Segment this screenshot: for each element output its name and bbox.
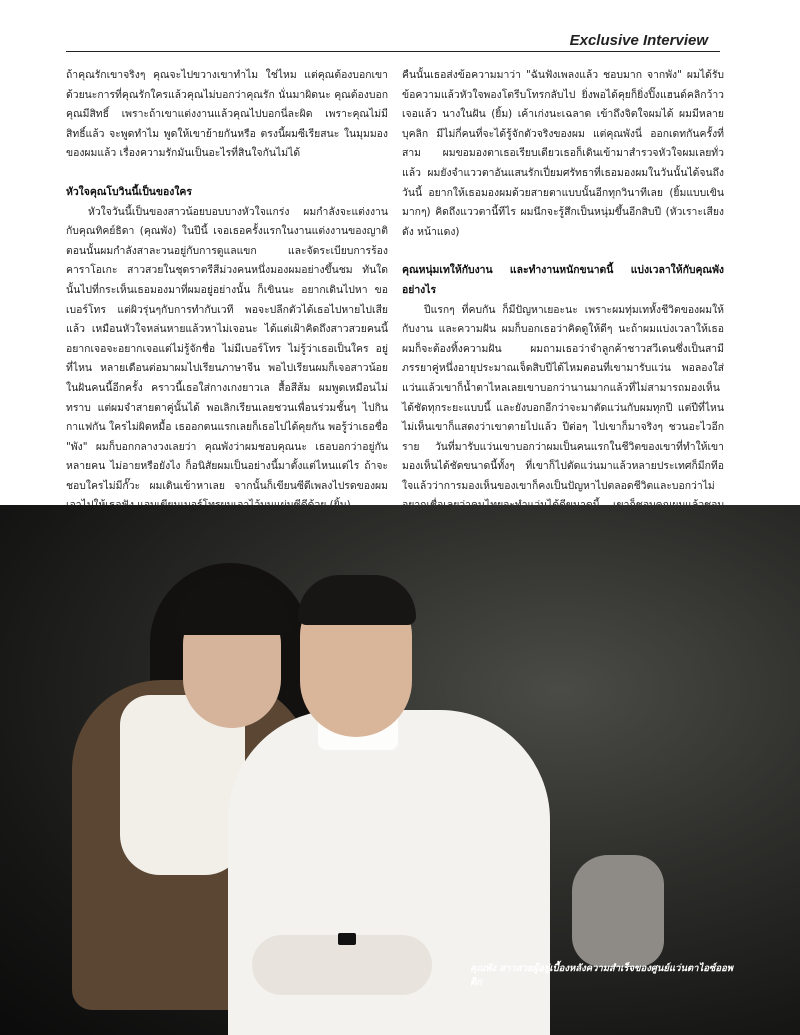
couple-photo [0,505,800,1035]
article-column-left [66,66,388,516]
paragraph: หัวใจวันนี้เป็นของสาวน้อยบอบบางหัวใจแกร่ง ผมกำลังจะแต่งงานกับคุณทิคย์ธิดา (คุณพัง) ในปีนี้ เจอเธอครั้งแรกในงานแต่งงานของญาติ ตอนนั้นผมกำลังสาละวนอยู่กับการดูแลแขก และจัดระเบียบการร้องคาราโอเกะ สาวสวยในชุดราตรีสีม่วงคนหนึ่งมองผมอย่างขึ้นชม ทันใดนั้นไปที่กระเห็นเธอมองมาที่ผมอยู่อย่างนั้น ก็เขินนะ อยากเดินไปหา ขอเบอร์โทร แต่ผิวรุ่นๆกับการทำกับเวที พอจะปลีกตัวได้เธอไปหายไปเสียแล้ว เหมือนหัวใจหล่นหายแล้วหาไม่เจอนะ ได้แต่เฝ้าคิดถึงสาวสวยคนนี้ อยากเจอจะอยากเจอแต่ไม่รู้จักชื่อ ไม่มีเบอร์โทร ไม่รู้ว่าเธอเป็นใคร อยู่ที่ไหน หลายเดือนต่อมาผมไปเรียนภาษาจีน พอไปเรียนผมก็เจอสาวน้อยในฝันคนนี้อีกครั้ง คราวนี้เธอใส่กางเกงยาวเล สื้อสีส้ม ผมพูดเหมือนไม่ทราบ แต่ผมจำสายตาคู่นั้นได้ พอเลิกเรียนเลยชวนเพื่อนร่วมชั้นๆ ไปกินกาแฟกัน ใครไม่ผิดหมื้อ เธออกตนแรกเลยก็เธอไปได้คุยกัน พอรู้ว่าเธอชื่อ "พัง" ผมก็บอกกลางวงเลยว่า คุณพังว่าผมชอบคุณนะ เธอบอกว่าอยู่กันหลายคน ไม่อายหรือยังไง ก็อนิสัยผมเป็นอย่างนี้มาตั้งแต่ไหนแต่ไร ถ้าจะชอบใครไม่มีกั๊วะ ผมเดินเข้าหาเลย จากนั้นก็เขียนซีดีเพลงไปรดของผม [66,205,388,492]
paragraph: คืนนั้นเธอส่งข้อความมาว่า "ฉันฟังเพลงแล้ว ชอบมาก จากพัง" ผมได้รับข้อความแล้วหัวใจพองโตรีบโทรกลับไป ยิ่งพอได้คุยก็ยิ่งปิ๊งแฮนด์คลิกว้าว เจอแล้ว นางในฝัน (ยิ้ม) เค้าเก่งนะเฉลาด เข้าถึงจิตใจผมได้ ผมมีหลายบุคลิก มีไม่กี่คนที่จะได้รู้จักตัวจริงของผม แต่คุณพังนี่ ออกเดทกันครั้งที่สาม ผมขอมองตาเธอเรียบเดียวเธอก็เดินเข้ามาสำรวจหัวใจผมเลยทั่วแล้ว ผมยังจำแววตาอันแสนรักเปี่ยมศรัทธาที่เธอมองผมในวันนั้นได้จนถึงวันนี้ อยากให้เธอมองผมด้วยสายตาแบบนั้นอีกทุกวินาทีเลย (ยิ้มแบบเขินมากๆ) คิดถึงแววตานี้ทีไร ผมนึกจะรู้สึกเป็นหนุ่มขึ้นอีกสิบปี (หัวเราะเสียงดัง หน้าแดง) [402,69,724,238]
watch [338,933,356,945]
article-column-right [402,66,724,536]
cushion [572,855,664,967]
question-heading: หัวใจคุณโบวินนี้เป็นของใคร [66,185,192,198]
section-title: Exclusive Interview [569,32,708,49]
photo-caption: คุณพัง สาวสวยผู้อยู่เบื้องหลังความสำเร็จของศูนย์แว่นตาไอซ์ออพติก [470,963,734,988]
header-divider [66,51,720,52]
question-heading: คุณหนุ่มเทให้กับงาน และทำงานหนักขนาดนี้ แบ่งเวลาให้กับคุณพังอย่างไร [402,264,724,296]
paragraph: ถ้าคุณรักเขาจริงๆ คุณจะไปขวางเขาทำไม ใช่ไหม แต่คุณต้องบอกเขาด้วยนะการที่คุณรักใครแล้วคุณไม่บอกว่าคุณรัก นั่นมาผิดนะ คุณต้องบอก คุณมีสิทธิ์ เพราะถ้าเขาแต่งงานแล้วคุณไปบอกนี่ละผิด เพราะคุณไม่มีสิทธิ์แล้ว จะพูดทำไม พูดให้เขาย้ายกันหรือ ตรงนี้ผมซีเรียสนะ ในมุมมองของผมแล้ว เรื่องความรักมันเป็นอะไรที่สินใจกันไม่ได้ [66,69,388,160]
man-hair [298,575,416,625]
paragraph: ปีแรกๆ ที่คบกัน ก็มีปัญหาเยอะนะ เพราะผมทุ่มเทหั้งชีวิตของผมให้กับงาน และความฝัน ผมก็บอกเธอว่าคิดดูให้ดีๆ นะถ้าผมแบ่งเวลาให้เธอ ผมก็จะต้องทิ้งความฝัน ผมถามเธอว่าจำลูกค้าชาวสวีเดนซึ่งเป็นสามีภรรยาคู่หนึ่งอายุประมาณเจ็ดสิบปีได้ไหมตอนที่เขามารับแว่น พอลองใส่แว่นแล้วเขาก็น้ำตาไหลเลยเขาบอกว่านานมากแล้วที่ไม่สามารถมองเห็นได้ชัดทุกระยะแบบนี้ และยังบอกอีกว่าจะมาตัดแว่นกับผมทุกปี แต่ปีที่ไหนไม่เห็นเขาก็แสดงว่าเขาตายไปแล้ว ปีต่อๆ ไปเขาก็มาจริงๆ ชวนอะไวอีกราย วันที่มารับแว่นเขาบอกว่าผมเป็นคนแรกในชีวิตของเขาที่ทำให้เขามองเห็นได้ชัดขนาดนี้ทั้งๆ ที่เขาก็ไปตัดแว่นมาแล้วหลายประเทศก็มีกทีอใจแล้วว่าการมองเห็นของเขาก็คงเป็นปัญหาไปตลอดชีวิตและบอกว่าไม่ [402,303,724,492]
